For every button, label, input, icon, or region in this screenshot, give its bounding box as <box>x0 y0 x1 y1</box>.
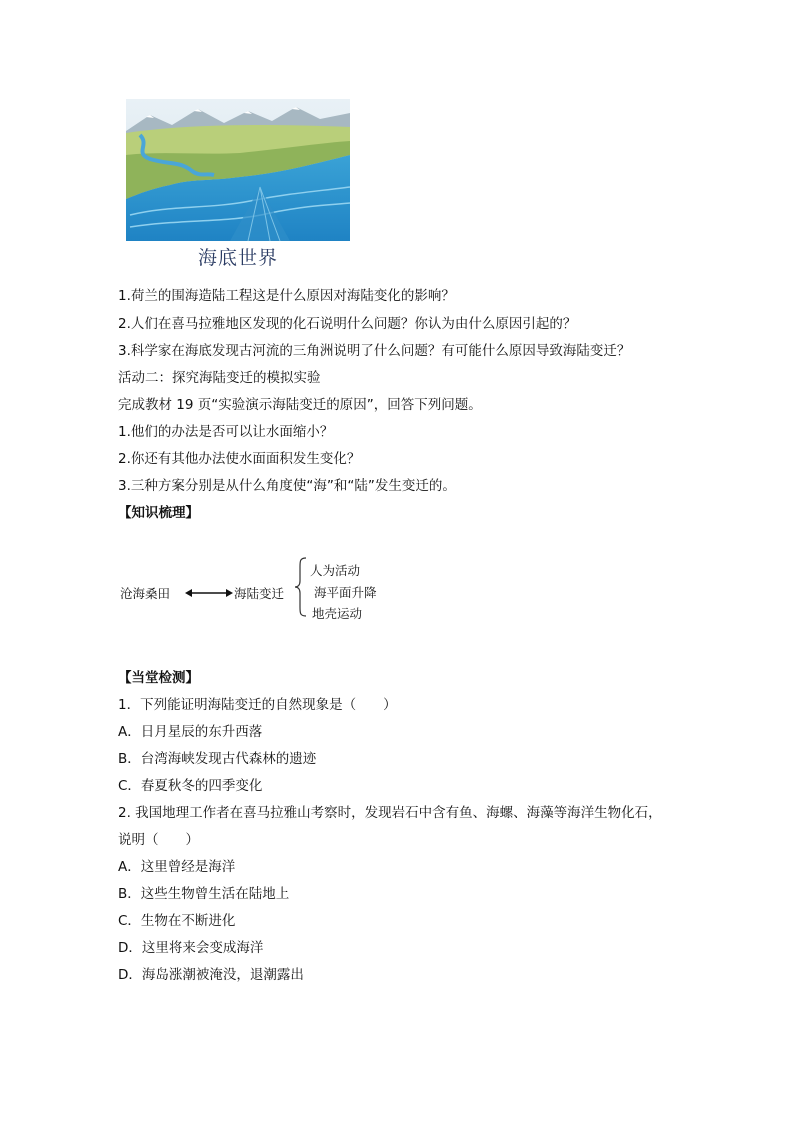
diagram-branch-2: 海平面升降 <box>314 585 377 600</box>
diagram-center-label: 海陆变迁 <box>234 586 285 601</box>
activity-instruction: 完成教材 19 页“实验演示海陆变迁的原因”，回答下列问题。 <box>118 397 482 413</box>
activity-question-3: 3.三种方案分别是从什么角度使“海”和“陆”发生变迁的。 <box>118 478 456 494</box>
test-q2-option-d: D．这里将来会变成海洋 <box>118 940 264 956</box>
knowledge-heading: 【知识梳理】 <box>118 505 199 521</box>
diagram-branch-1: 人为活动 <box>310 563 361 578</box>
test-q2-stem-line2: 说明（ ） <box>118 832 199 848</box>
activity-question-2: 2.你还有其他办法使水面面积发生变化？ <box>118 451 361 467</box>
test-q2-option-c: C．生物在不断进化 <box>118 913 236 929</box>
test-q1-stem: 1．下列能证明海陆变迁的自然现象是（ ） <box>118 697 397 713</box>
figure-caption: 海底世界 <box>197 247 278 269</box>
activity-question-1: 1.他们的办法是否可以让水面缩小？ <box>118 424 334 440</box>
question-3: 3.科学家在海底发现古河流的三角洲说明了什么问题？有可能什么原因导致海陆变迁？ <box>118 343 631 359</box>
test-q2-option-d2: D．海岛涨潮被淹没，退潮露出 <box>118 967 304 983</box>
double-arrow-icon <box>184 587 234 599</box>
question-1: 1.荷兰的围海造陆工程这是什么原因对海陆变化的影响？ <box>118 288 455 304</box>
test-q2-option-b: B．这些生物曾生活在陆地上 <box>118 886 290 902</box>
test-q1-option-b: B．台湾海峡发现古代森林的遗迹 <box>118 751 317 767</box>
diagram-branch-3: 地壳运动 <box>312 606 363 621</box>
test-q1-option-c: C．春夏秋冬的四季变化 <box>118 778 263 794</box>
test-q1-option-a: A．日月星辰的东升西落 <box>118 724 263 740</box>
knowledge-diagram <box>118 553 398 623</box>
diagram-left-label: 沧海桑田 <box>120 586 171 601</box>
activity-title: 活动二：探究海陆变迁的模拟实验 <box>118 370 321 386</box>
question-2: 2.人们在喜马拉雅地区发现的化石说明什么问题？你认为由什么原因引起的？ <box>118 316 577 332</box>
test-q2-stem-line1: 2. 我国地理工作者在喜马拉雅山考察时，发现岩石中含有鱼、海螺、海藻等海洋生物化石， <box>118 805 662 821</box>
test-heading: 【当堂检测】 <box>118 670 199 686</box>
test-q2-option-a: A．这里曾经是海洋 <box>118 859 236 875</box>
brace-icon <box>294 555 308 619</box>
